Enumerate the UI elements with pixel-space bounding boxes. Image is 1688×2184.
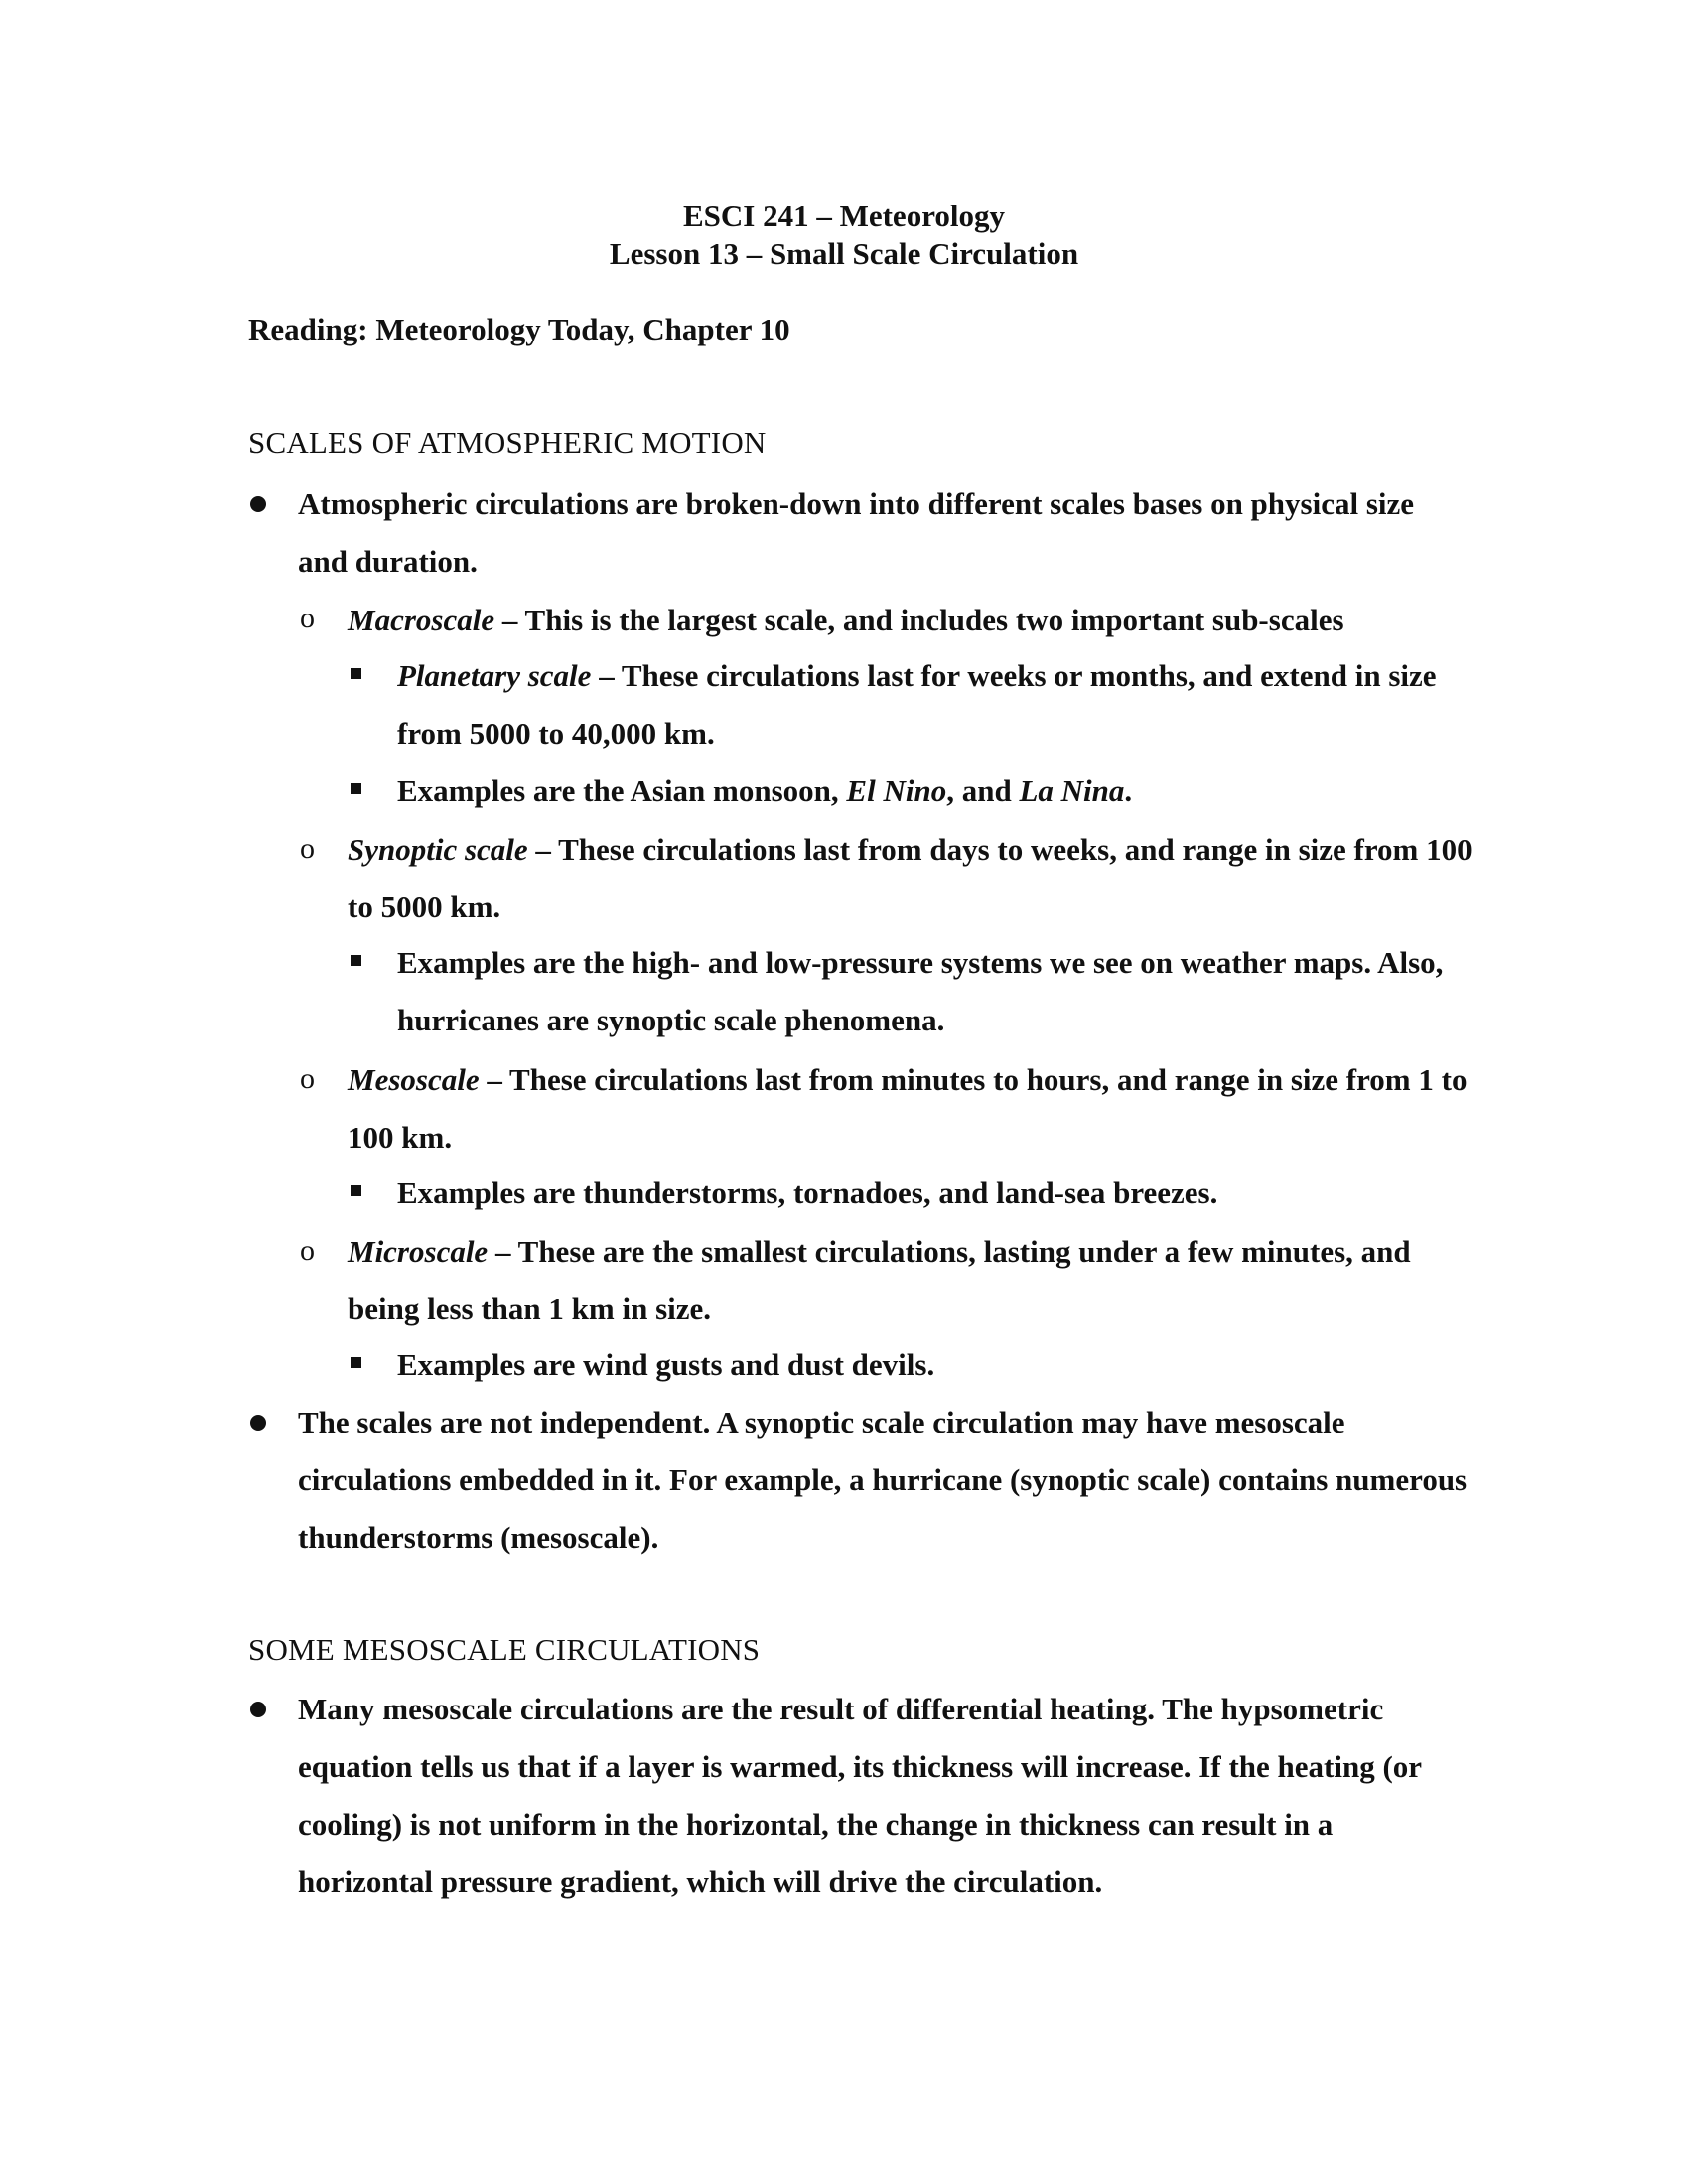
- course-title: ESCI 241 – Meteorology: [682, 199, 1006, 233]
- text-mesoscale: – These circulations last from minutes to hours, and range in size from 1 to 100 km.: [348, 1062, 1468, 1155]
- term-microscale: Microscale: [348, 1234, 489, 1269]
- bullet-dot-icon: [250, 1415, 266, 1431]
- square-bullet-icon: [351, 1185, 361, 1196]
- bullet-dot-icon: [250, 1702, 266, 1717]
- term-mesoscale: Mesoscale: [348, 1062, 480, 1097]
- bullet-differential-heating: Many mesoscale circulations are the result of differential heating. The hypsometric equation tells us that if a layer is warmed, its thickness will increase. If the heating (or cooling) is not uniform in the horizontal, the change in thickness can result in a horizontal pressure gradient, which will drive the circulation.: [298, 1692, 1422, 1899]
- term-planetary-scale: Planetary scale: [397, 658, 592, 693]
- bullet-scales-independence: The scales are not independent. A synoptic scale circulation may have mesoscale circulations embedded in it. For example, a hurricane (synoptic scale) contains numerous thunderstorms (mesoscale).: [298, 1405, 1468, 1555]
- reading-assignment: Reading: Meteorology Today, Chapter 10: [248, 312, 790, 346]
- text-examples-and: , and: [946, 773, 1020, 808]
- text-macroscale: – This is the largest scale, and includes two important sub-scales: [494, 603, 1344, 637]
- item-planetary-scale: [397, 647, 1450, 762]
- bullet-dot-icon: [250, 496, 266, 512]
- item-synoptic-examples: Examples are the high- and low-pressure systems we see on weather maps. Also, hurricanes are synoptic scale phenomena.: [397, 945, 1444, 1037]
- square-bullet-icon: [351, 668, 361, 679]
- square-bullet-icon: [351, 955, 361, 966]
- bullet-scales-intro: Atmospheric circulations are broken-down into different scales bases on physical size and duration.: [298, 486, 1415, 579]
- square-bullet-icon: [351, 1357, 361, 1368]
- item-microscale-examples: Examples are wind gusts and dust devils.: [397, 1347, 935, 1382]
- square-bullet-icon: [351, 783, 361, 794]
- item-mesoscale-examples: Examples are thunderstorms, tornadoes, and land-sea breezes.: [397, 1175, 1218, 1210]
- item-macroscale: [348, 592, 1479, 649]
- text-microscale: – These are the smallest circulations, lasting under a few minutes, and being less than 1 km in size.: [348, 1234, 1411, 1326]
- item-macroscale-examples: [397, 762, 1450, 820]
- term-synoptic-scale: Synoptic scale: [348, 832, 528, 867]
- item-mesoscale: [348, 1051, 1479, 1166]
- circle-bullet-icon: o: [300, 832, 315, 865]
- circle-bullet-icon: o: [300, 602, 315, 634]
- section-heading-mesoscale: SOME MESOSCALE CIRCULATIONS: [248, 1632, 761, 1667]
- term-el-nino: El Nino: [846, 773, 947, 808]
- text-examples-period: .: [1124, 773, 1133, 808]
- term-macroscale: Macroscale: [348, 603, 495, 637]
- item-microscale: [348, 1223, 1479, 1338]
- lesson-title: Lesson 13 – Small Scale Circulation: [609, 236, 1079, 271]
- circle-bullet-icon: o: [300, 1234, 315, 1267]
- circle-bullet-icon: o: [300, 1062, 315, 1095]
- item-synoptic-scale: [348, 821, 1479, 936]
- text-planetary-scale: – These circulations last for weeks or months, and extend in size from 5000 to 40,000 km.: [397, 658, 1437, 751]
- term-la-nina: La Nina: [1019, 773, 1125, 808]
- text-examples-prefix: Examples are the Asian monsoon,: [397, 773, 847, 808]
- text-synoptic-scale: – These circulations last from days to weeks, and range in size from 100 to 5000 km.: [348, 832, 1473, 924]
- section-heading-scales: SCALES OF ATMOSPHERIC MOTION: [248, 425, 767, 460]
